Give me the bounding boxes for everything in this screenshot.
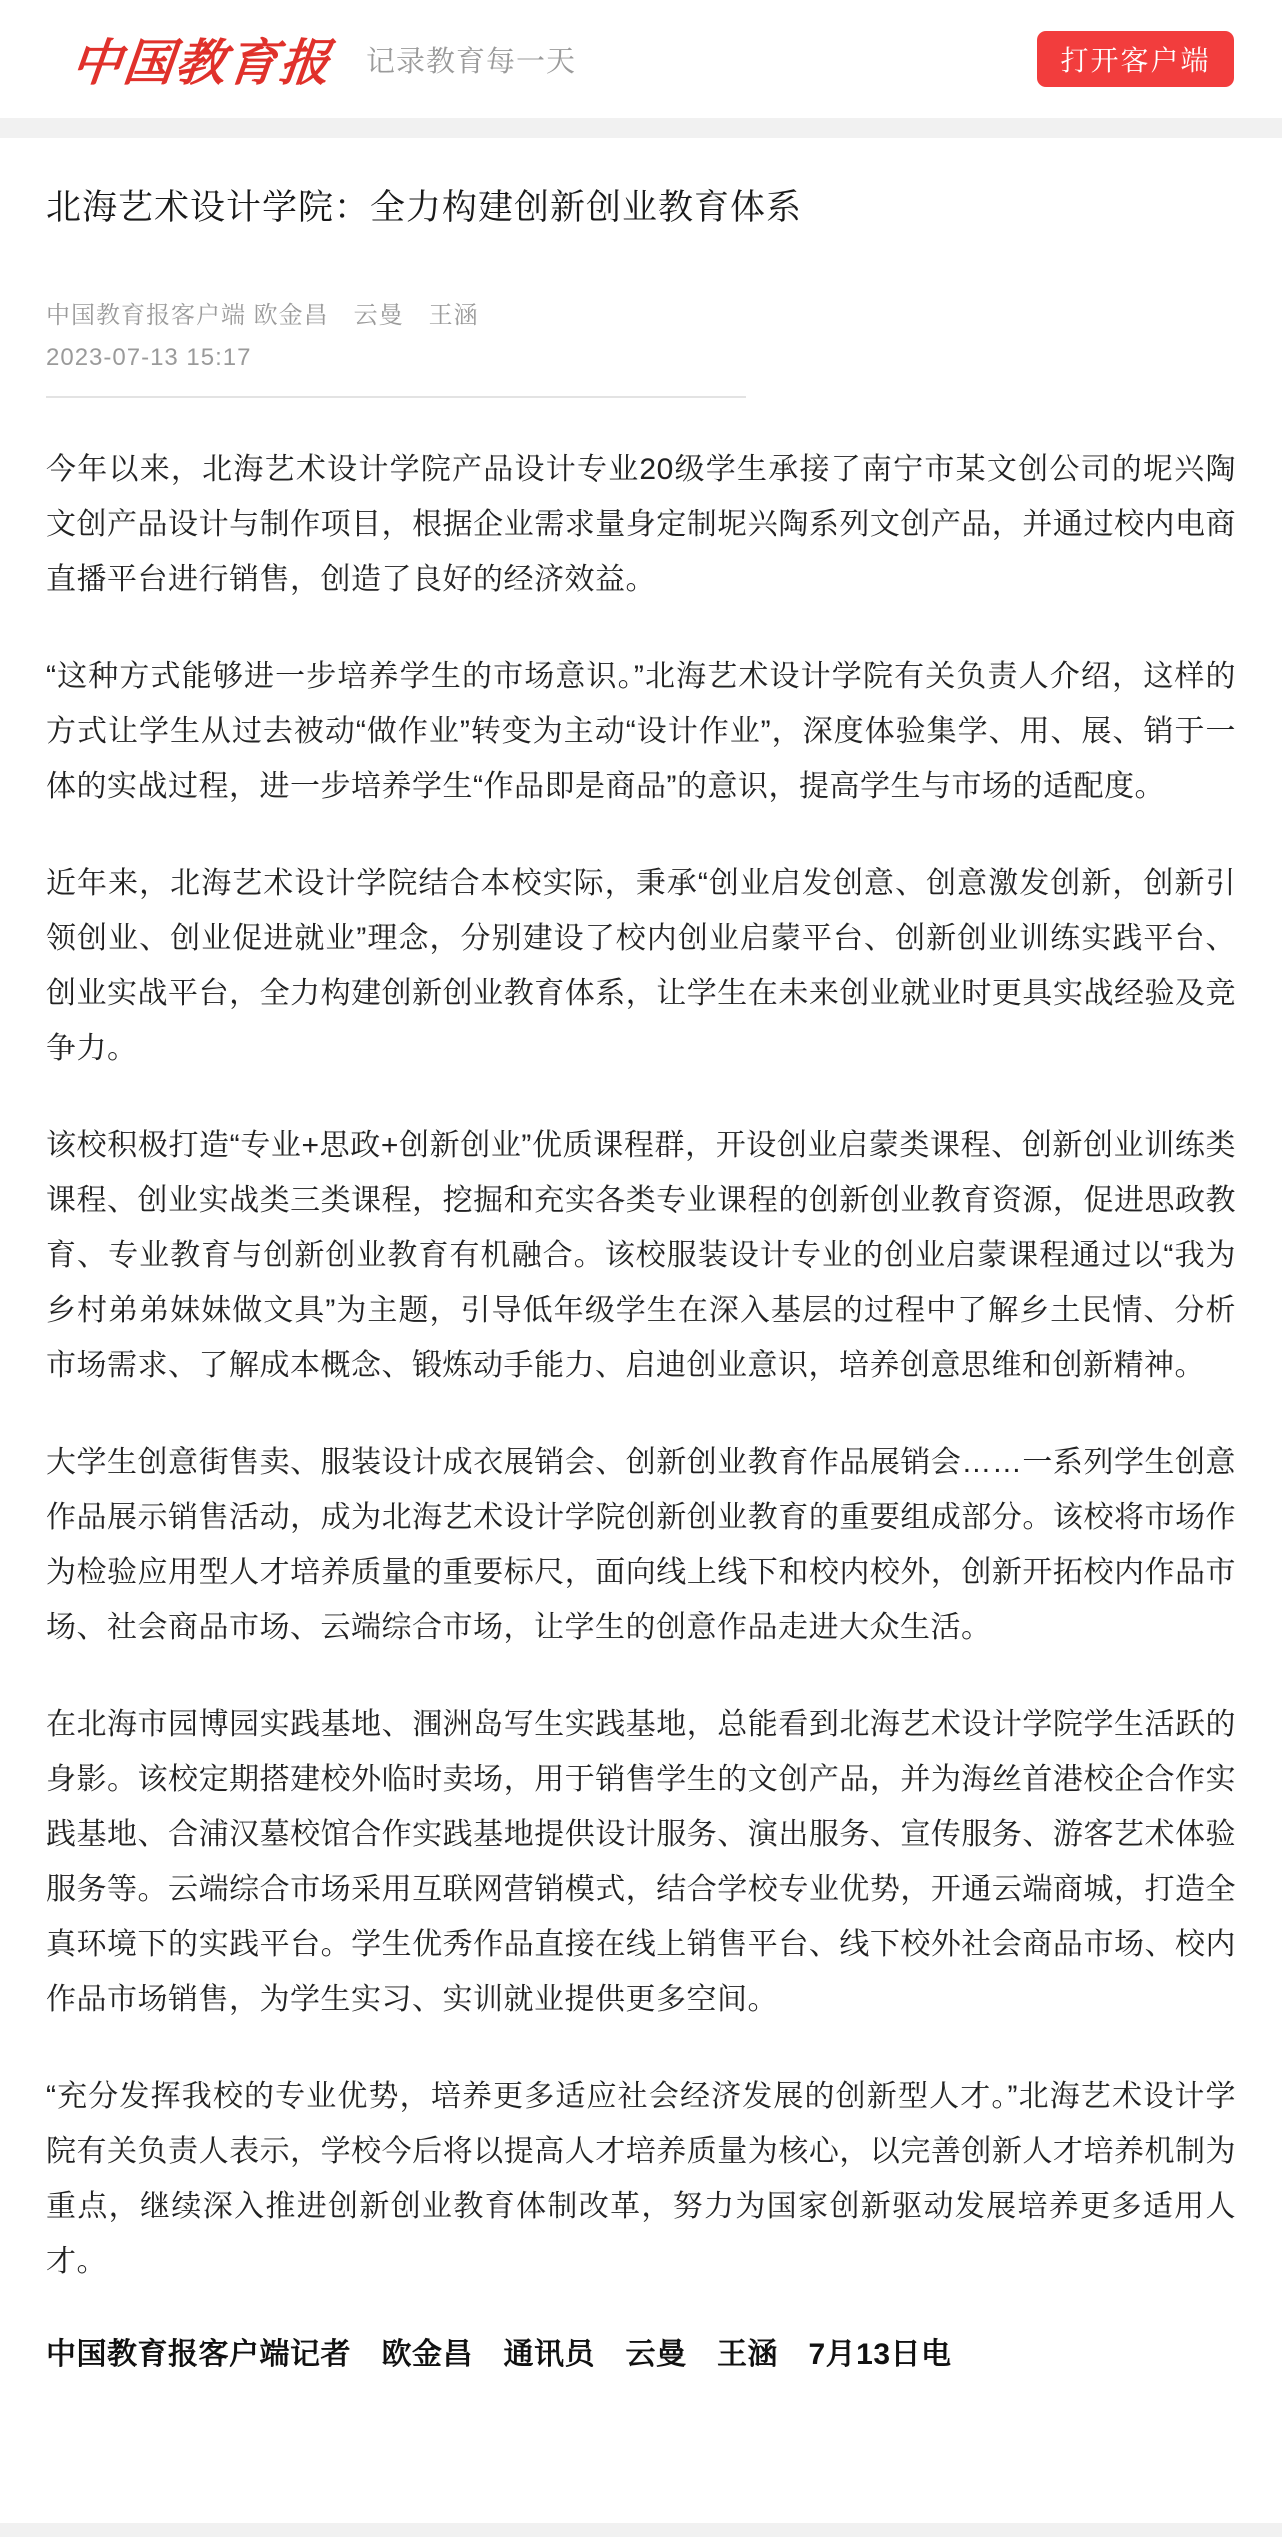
footer-credit: 中国教育报客户端记者 欧金昌 通讯员 云曼 王涵 7月13日电 [46, 2338, 952, 2372]
open-client-button[interactable]: 打开客户端 [1037, 31, 1234, 87]
article-body [46, 442, 1236, 2289]
bottom-section-band [0, 2523, 1282, 2537]
article-meta [46, 295, 1236, 398]
article [0, 138, 1282, 2379]
page-title: 北海艺术设计学院：全力构建创新创业教育体系 [46, 188, 803, 227]
publish-time: 2023-07-13 15:17 [46, 344, 252, 372]
brand-logo[interactable]: 中国教育报 [68, 33, 335, 92]
article-paragraph: 在北海市园博园实践基地、涠洲岛写生实践基地，总能看到北海艺术设计学院学生活跃的身影。该校定期搭建校外临时卖场，用于销售学生的文创产品，并为海丝首港校企合作实践基地、合浦汉墓校馆合作实践基地提供设计服务、演出服务、宣传服务、游客艺术体验服务等。云端综合市场采用互联网营销模式，结合学校专业优势，开通云端商城，打造全真环境下的实践平台。学生优秀作品直接在线上销售平台、线下校外社会商品市场、校内作品市场销售，为学生实习、实训就业提供更多空间。 [46, 1708, 1236, 2017]
header [0, 0, 1282, 118]
article-paragraph: 近年来，北海艺术设计学院结合本校实际，秉承“创业启发创意、创意激发创新，创新引领创业、创业促进就业”理念，分别建设了校内创业启蒙平台、创新创业训练实践平台、创业实战平台，全力构建创新创业教育体系，让学生在未来创业就业时更具实战经验及竞争力。 [46, 867, 1236, 1066]
article-paragraph: “充分发挥我校的专业优势，培养更多适应社会经济发展的创新型人才。”北海艺术设计学院有关负责人表示，学校今后将以提高人才培养质量为核心，以完善创新人才培养机制为重点，继续深入推进创新创业教育体制改革，努力为国家创新驱动发展培养更多适用人才。 [46, 2080, 1236, 2279]
article-paragraph: 大学生创意街售卖、服装设计成衣展销会、创新创业教育作品展销会……一系列学生创意作品展示销售活动，成为北海艺术设计学院创新创业教育的重要组成部分。该校将市场作为检验应用型人才培养质量的重要标尺，面向线上线下和校内校外，创新开拓校内作品市场、社会商品市场、云端综合市场，让学生的创意作品走进大众生活。 [46, 1446, 1236, 1645]
header-divider-band [0, 118, 1282, 138]
meta-divider [46, 396, 746, 398]
article-paragraph: 今年以来，北海艺术设计学院产品设计专业20级学生承接了南宁市某文创公司的坭兴陶文创产品设计与制作项目，根据企业需求量身定制坭兴陶系列文创产品，并通过校内电商直播平台进行销售，创造了良好的经济效益。 [46, 453, 1236, 597]
brand-tagline: 记录教育每一天 [366, 45, 577, 78]
byline: 中国教育报客户端 欧金昌 云曼 王涵 [46, 302, 479, 330]
article-paragraph: 该校积极打造“专业+思政+创新创业”优质课程群，开设创业启蒙类课程、创新创业训练类课程、创业实战类三类课程，挖掘和充实各类专业课程的创新创业教育资源，促进思政教育、专业教育与创新创业教育有机融合。该校服装设计专业的创业启蒙课程通过以“我为乡村弟弟妹妹做文具”为主题，引导低年级学生在深入基层的过程中了解乡土民情、分析市场需求、了解成本概念、锻炼动手能力、启迪创业意识，培养创意思维和创新精神。 [46, 1129, 1236, 1383]
article-paragraph: “这种方式能够进一步培养学生的市场意识。”北海艺术设计学院有关负责人介绍，这样的方式让学生从过去被动“做作业”转变为主动“设计作业”，深度体验集学、用、展、销于一体的实战过程，进一步培养学生“作品即是商品”的意识，提高学生与市场的适配度。 [46, 660, 1236, 804]
